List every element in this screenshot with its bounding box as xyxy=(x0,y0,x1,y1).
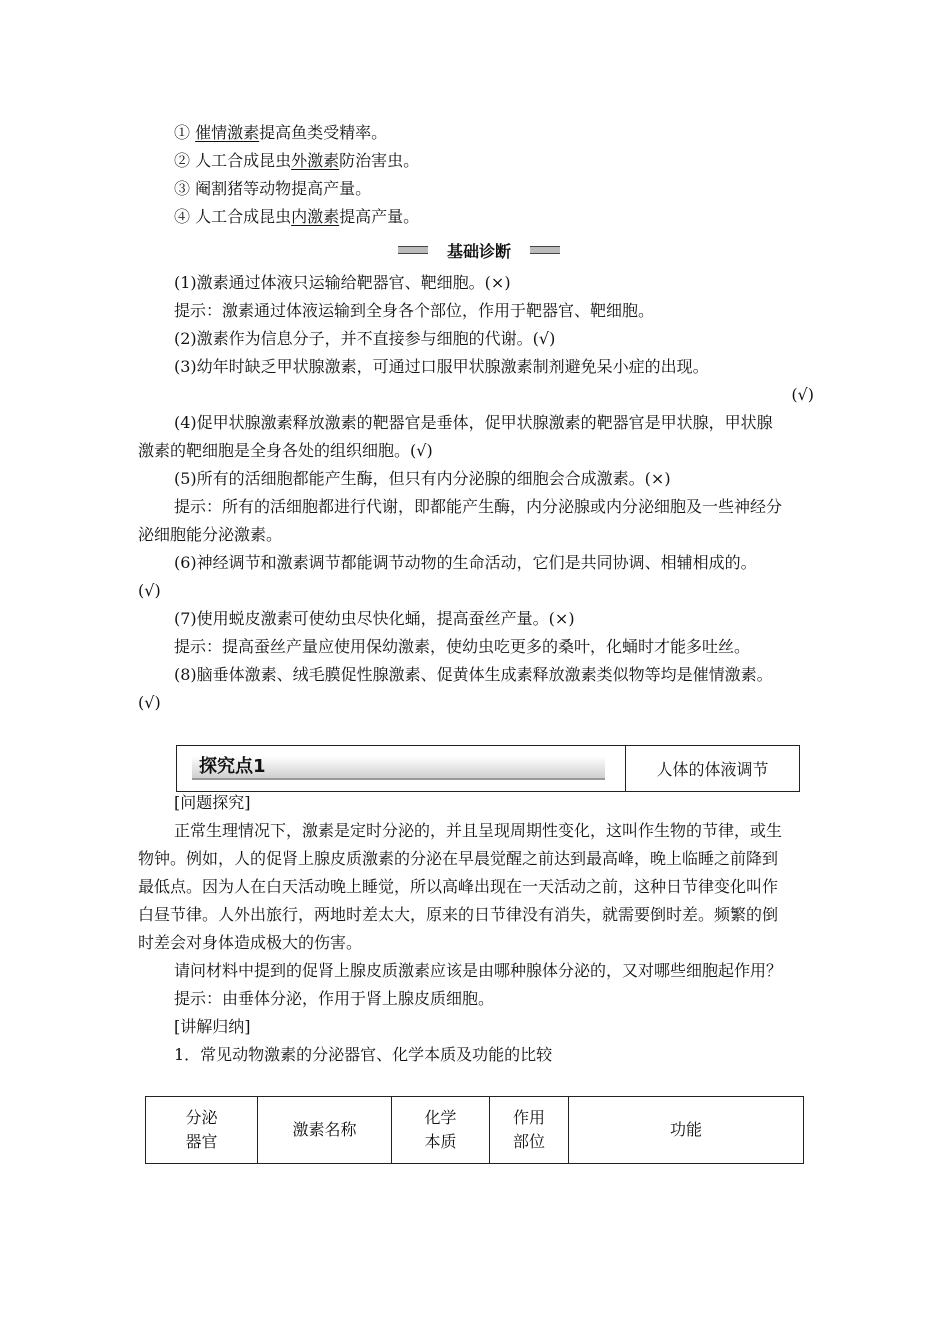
header-cell: 功能 xyxy=(569,1097,804,1164)
inquiry-hint: 提示：由垂体分泌，作用于肾上腺皮质细胞。 xyxy=(174,989,495,1008)
list-item: ④ 人工合成昆虫内激素提高产量。 xyxy=(174,207,420,226)
paragraph-line: 正常生理情况下，激素是定时分泌的，并且呈现周期性变化，这叫作生物的节律，或生 xyxy=(174,821,783,840)
table-header-row xyxy=(146,1097,804,1164)
header-cell: 化学 本质 xyxy=(392,1097,490,1164)
section-label: [问题探究] xyxy=(174,793,251,812)
diag-question: (3)幼年时缺乏甲状腺激素，可通过口服甲状腺激素制剂避免呆小症的出现。 xyxy=(174,357,709,376)
diag-question-cont: 激素的靶细胞是全身各处的组织细胞。(√) xyxy=(138,441,433,460)
header-cell: 激素名称 xyxy=(258,1097,392,1164)
diag-hint: 提示：提高蚕丝产量应使用保幼激素，使幼虫吃更多的桑叶，化蛹时才能多吐丝。 xyxy=(174,637,751,656)
diag-question: (7)使用蜕皮激素可使幼虫尽快化蛹，提高蚕丝产量。(×) xyxy=(174,609,575,628)
answer-mark: (√) xyxy=(138,581,161,600)
diag-question: (2)激素作为信息分子，并不直接参与细胞的代谢。(√) xyxy=(174,329,556,348)
explore-point-topic: 人体的体液调节 xyxy=(656,760,769,779)
section-label: [讲解归纳] xyxy=(174,1017,251,1036)
answer-mark: (√) xyxy=(791,385,814,404)
inquiry-question: 请问材料中提到的促肾上腺皮质激素应该是由哪种腺体分泌的，又对哪些细胞起作用？ xyxy=(174,961,783,980)
summary-item: 1．常见动物激素的分泌器官、化学本质及功能的比较 xyxy=(174,1045,553,1064)
section-title: 基础诊断 xyxy=(428,239,530,259)
diag-hint: 提示：所有的活细胞都进行代谢，即都能产生酶，内分泌腺或内分泌细胞及一些神经分 xyxy=(174,497,783,516)
hormone-comparison-table xyxy=(145,1096,804,1164)
diag-question: (8)脑垂体激素、绒毛膜促性腺激素、促黄体生成素释放激素类似物等均是催情激素。 xyxy=(174,665,773,684)
paragraph-line: 白昼节律。人外出旅行，两地时差太大，原来的日节律没有消失，就需要倒时差。频繁的倒 xyxy=(138,905,779,924)
list-item: ① 催情激素提高鱼类受精率。 xyxy=(174,123,388,142)
header-cell: 分泌 器官 xyxy=(146,1097,258,1164)
diag-question: (6)神经调节和激素调节都能调节动物的生命活动，它们是共同协调、相辅相成的。 xyxy=(174,553,757,572)
list-item: ② 人工合成昆虫外激素防治害虫。 xyxy=(174,151,420,170)
header-cell: 作用 部位 xyxy=(490,1097,569,1164)
diag-question: (4)促甲状腺激素释放激素的靶器官是垂体，促甲状腺激素的靶器官是甲状腺，甲状腺 xyxy=(174,413,773,432)
section-banner xyxy=(398,239,560,261)
answer-mark: (√) xyxy=(138,693,161,712)
diag-hint-cont: 泌细胞能分泌激素。 xyxy=(138,525,283,544)
diag-question: (5)所有的活细胞都能产生酶，但只有内分泌腺的细胞会合成激素。(×) xyxy=(174,469,671,488)
paragraph-line: 物钟。例如，人的促肾上腺皮质激素的分泌在早晨觉醒之前达到最高峰，晚上临睡之前降到 xyxy=(138,849,779,868)
diag-hint: 提示：激素通过体液运输到全身各个部位，作用于靶器官、靶细胞。 xyxy=(174,301,655,320)
explore-point-header xyxy=(176,745,800,792)
explore-point-tag: 探究点1 xyxy=(199,756,266,777)
paragraph-line: 最低点。因为人在白天活动晚上睡觉，所以高峰出现在一天活动之前，这种日节律变化叫作 xyxy=(138,877,779,896)
diag-question: (1)激素通过体液只运输给靶器官、靶细胞。(×) xyxy=(174,273,511,292)
list-item: ③ 阉割猪等动物提高产量。 xyxy=(174,179,372,198)
paragraph-line: 时差会对身体造成极大的伤害。 xyxy=(138,933,363,952)
